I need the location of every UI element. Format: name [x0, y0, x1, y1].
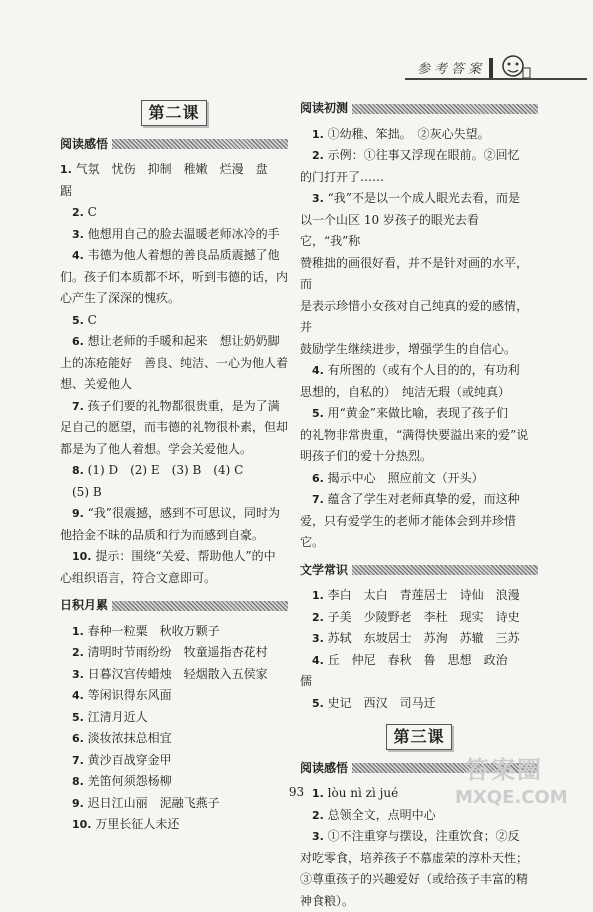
answer-item: 6. 淡妆浓抹总相宜 — [60, 728, 288, 750]
answer-item: (5) B — [60, 482, 288, 504]
answer-item: 都是为了他人着想。学会关爱他人。 — [60, 439, 288, 461]
answer-item: 5. 江清月近人 — [60, 707, 288, 729]
answer-item: 明孩子们的爱十分热烈。 — [300, 446, 538, 468]
answer-item: 7. 蕴含了学生对老师真挚的爱，而这种 — [300, 489, 538, 511]
answer-item: 思想的，自私的） 纯洁无瑕（或纯真） — [300, 382, 538, 404]
section-header-literature — [300, 560, 538, 582]
section-bar — [112, 139, 288, 149]
page-header — [405, 58, 587, 78]
watermark — [455, 745, 585, 817]
answer-item: 心产生了深深的愧疚。 — [60, 288, 288, 310]
section-header-accumulation — [60, 595, 288, 617]
answer-item: 8. (1) D (2) E (3) B (4) C — [60, 460, 288, 482]
section-bar — [352, 104, 538, 114]
answer-item: 他拾金不昧的品质和行为而感到自豪。 — [60, 525, 288, 547]
answer-item: 4. 等闲识得东风面 — [60, 685, 288, 707]
answer-item: 以一个山区 10 岁孩子的眼光去看它，“我”称 — [300, 210, 538, 253]
answer-item: 7. 孩子们要的礼物都很贵重，是为了满 — [60, 396, 288, 418]
answer-item: 踞 — [60, 181, 288, 203]
answer-item: 4. 韦德为他人着想的善良品质震撼了他 — [60, 245, 288, 267]
section-label: 阅读初测 — [300, 98, 348, 120]
section-label: 阅读感悟 — [60, 134, 108, 156]
page-number: 93 — [0, 785, 593, 799]
answer-item: 6. 揭示中心 照应前文（开头） — [300, 468, 538, 490]
answer-item: 3. 他想用自己的脸去温暖老师冰冷的手 — [60, 224, 288, 246]
answer-item: 1. lòu nì zì jué — [300, 783, 538, 805]
answer-item: 足自己的愿望，而韦德的礼物很朴素，但却 — [60, 417, 288, 439]
watermark-logo: 答案圈 — [465, 750, 543, 785]
section-label: 文学常识 — [300, 560, 348, 582]
answer-item: 3. 日暮汉宫传蜡烛 轻烟散入五侯家 — [60, 664, 288, 686]
header-title: 参考答案 — [417, 58, 485, 77]
answer-item: 3. 苏轼 东坡居士 苏洵 苏辙 三苏 — [300, 628, 538, 650]
answer-item: 是表示珍惜小女孩对自己纯真的爱的感情，并 — [300, 296, 538, 339]
answer-item: 2. 示例：①往事又浮现在眼前。②回忆 — [300, 145, 538, 167]
answer-item: 4. 丘 仲尼 春秋 鲁 思想 政治 — [300, 650, 538, 672]
lesson-heading — [60, 100, 288, 126]
answer-item: 上的冻疮能好 善良、纯洁、一心为他人着 — [60, 353, 288, 375]
watermark-url: MXQE.COM — [455, 787, 568, 808]
answer-item: 6. 想让老师的手暖和起来 想让奶奶脚 — [60, 331, 288, 353]
answer-item: 对吃零食，培养孩子不慕虚荣的淳朴天性； — [300, 848, 538, 870]
answer-item: 赞稚拙的画很好看，并不是针对画的水平，而 — [300, 253, 538, 296]
answer-list — [300, 124, 538, 554]
section-header-reading — [60, 134, 288, 156]
answer-item: 1. ①幼稚、笨拙。 ②灰心失望。 — [300, 124, 538, 146]
answer-item: 10. 提示：围绕“关爱、帮助他人”的中 — [60, 546, 288, 568]
answer-item: 神食粮）。 — [300, 891, 538, 912]
answer-item: 3. “我”不是以一个成人眼光去看，而是 — [300, 188, 538, 210]
answer-item: 1. 气氛 忧伤 抑制 稚嫩 烂漫 盘 — [60, 159, 288, 181]
answer-item: 的礼物非常贵重，“满得快要溢出来的爱”说 — [300, 425, 538, 447]
answer-item: 们。孩子们本质都不坏，听到韦德的话，内 — [60, 267, 288, 289]
answer-item: 1. 春种一粒粟 秋收万颗子 — [60, 621, 288, 643]
section-bar — [352, 565, 538, 575]
answer-item: 10. 万里长征人未还 — [60, 814, 288, 836]
answer-list — [60, 159, 288, 589]
section-label: 日积月累 — [60, 595, 108, 617]
section-label: 阅读感悟 — [300, 758, 348, 780]
answer-item: 想、关爱他人 — [60, 374, 288, 396]
answer-item: 4. 有所图的（或有个人目的的，有功利 — [300, 360, 538, 382]
answer-list — [60, 621, 288, 836]
section-header-reading-first — [300, 98, 538, 120]
header-divider — [405, 78, 587, 80]
answer-item: 2. 子美 少陵野老 李杜 现实 诗史 — [300, 607, 538, 629]
answer-item: 9. 迟日江山丽 泥融飞燕子 — [60, 793, 288, 815]
answer-item: 心组织语言，符合文意即可。 — [60, 568, 288, 590]
answer-item: 5. 史记 西汉 司马迁 — [300, 693, 538, 715]
answer-item: 2. 清明时节雨纷纷 牧童遥指杏花村 — [60, 642, 288, 664]
lesson-title: 第三课 — [386, 724, 451, 750]
answer-item: 鼓励学生继续进步，增强学生的自信心。 — [300, 339, 538, 361]
answer-list — [300, 585, 538, 714]
answer-item: 2. C — [60, 202, 288, 224]
answer-item: 3. ①不注重穿与摆设，注重饮食；②反 — [300, 826, 538, 848]
answer-item: ③尊重孩子的兴趣爱好（或给孩子丰富的精 — [300, 869, 538, 891]
lesson-title: 第二课 — [141, 100, 206, 126]
left-column — [60, 98, 288, 836]
answer-item: 5. C — [60, 310, 288, 332]
answer-item: 的门打开了…… — [300, 167, 538, 189]
answer-item: 8. 羌笛何须怨杨柳 — [60, 771, 288, 793]
answer-item: 儒 — [300, 671, 538, 693]
answer-item: 1. 李白 太白 青莲居士 诗仙 浪漫 — [300, 585, 538, 607]
section-bar — [112, 601, 288, 611]
answer-item: 2. 总领全文，点明中心 — [300, 805, 538, 827]
answer-item: 5. 用“黄金”来做比喻，表现了孩子们 — [300, 403, 538, 425]
answer-item: 7. 黄沙百战穿金甲 — [60, 750, 288, 772]
answer-item: 爱，只有爱学生的老师才能体会到并珍惜它。 — [300, 511, 538, 554]
answer-item: 9. “我”很震撼，感到不可思议，同时为 — [60, 503, 288, 525]
